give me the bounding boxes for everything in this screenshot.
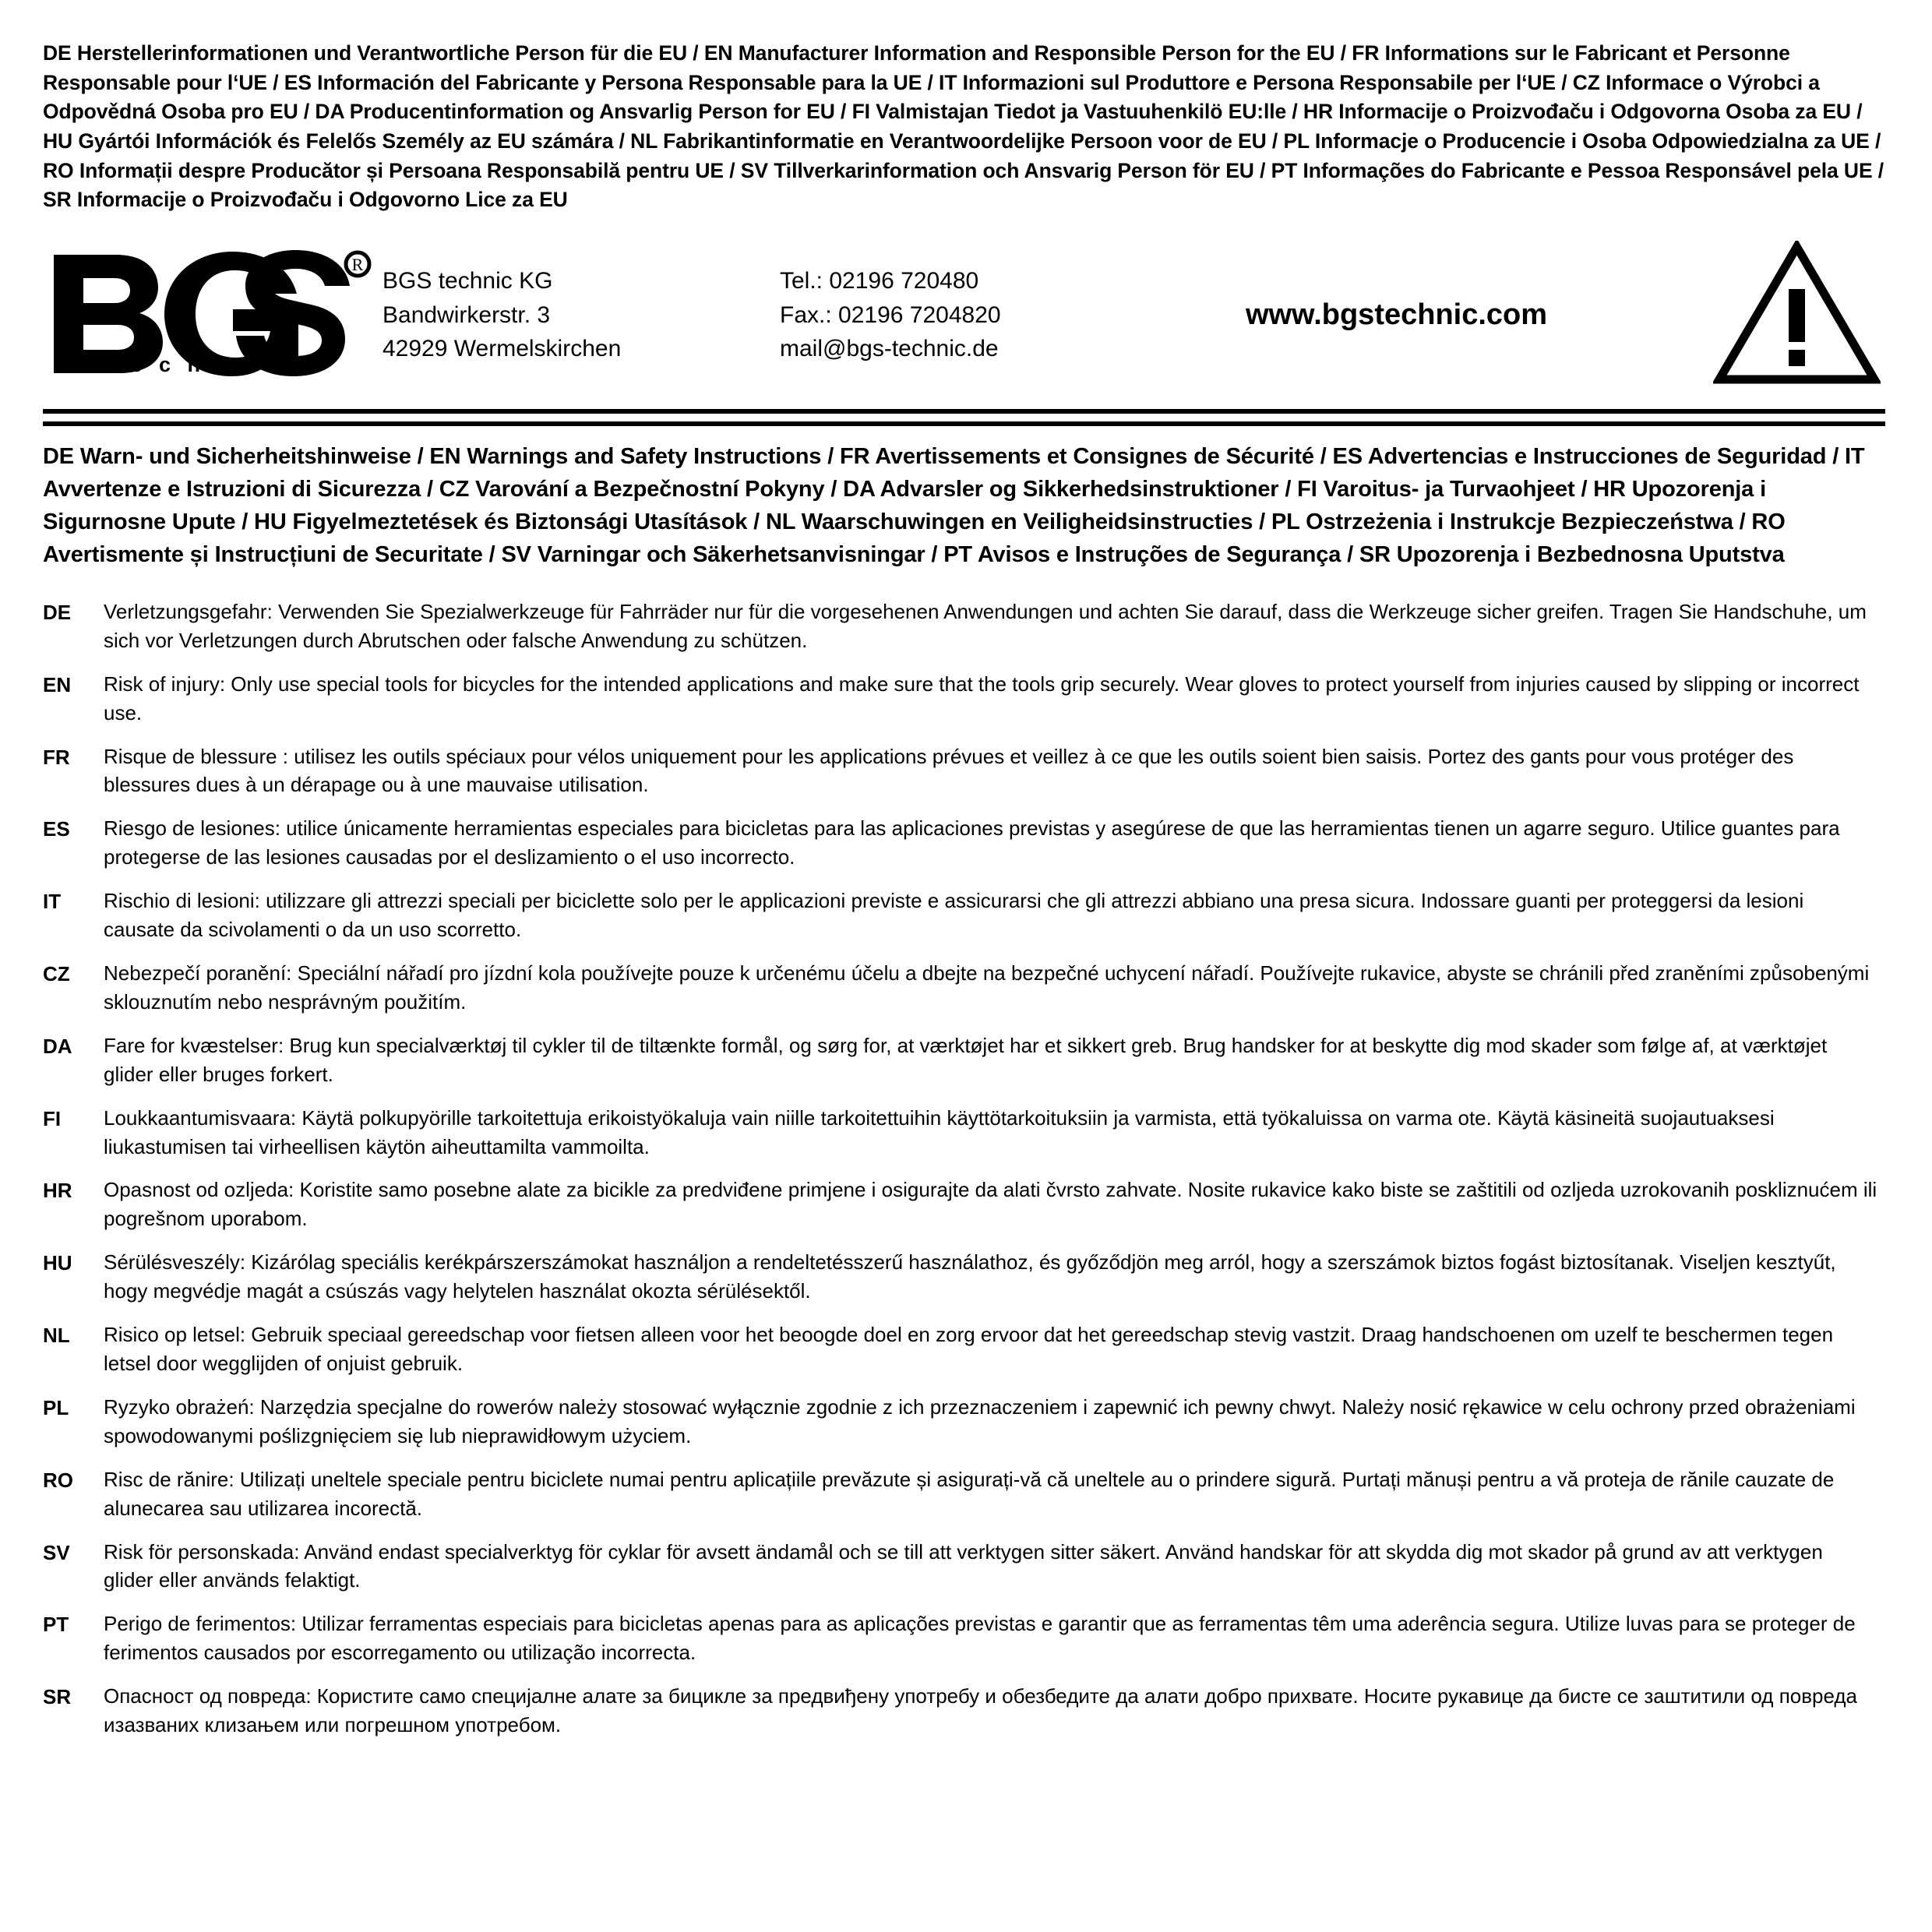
list-item xyxy=(43,959,1885,1017)
lang-text: Sérülésveszély: Kizárólag speciális kerékpárszerszámokat használjon a rendeltetésszerű használathoz, és győződjön meg arról, hogy a szerszámok biztos fogást biztosítanak. Viseljen kesztyűt, hogy megvédje magát a csúszás vagy helytelen használat okozta sérülésektől. xyxy=(104,1250,1836,1303)
list-item xyxy=(43,1176,1885,1233)
company-street: Bandwirkerstr. 3 xyxy=(383,301,551,328)
company-tel: Tel.: 02196 720480 xyxy=(780,268,979,294)
list-item xyxy=(43,1682,1885,1740)
lang-text: Verletzungsgefahr: Verwenden Sie Spezialwerkzeuge für Fahrräder nur für die vorgesehenen Anwendungen und achten Sie darauf, dass die Werkzeuge sicher greifen. Tragen Sie Handschuhe, um sich vor Verletzungen durch Abrutschen oder falsche Anwendung zu schützen. xyxy=(104,599,1867,652)
lang-text: Risque de blessure : utilisez les outils spéciaux pour vélos uniquement pour les applications prévues et veillez à ce que les outils soient bien saisis. Portez des gants pour vous protéger des blessures dues à un dérapage ou à une mauvaise utilisation. xyxy=(104,744,1794,797)
warning-triangle xyxy=(1701,241,1885,385)
lang-code: FR xyxy=(43,745,70,769)
list-item xyxy=(43,1538,1885,1595)
manufacturer-info-header: DE Herstellerinformationen und Verantwortliche Person für die EU / EN Manufacturer Information and Responsible Person for the EU / FR Informations sur le Fabricant et Personne Responsable pour l‘UE / ES Información del Fabricante y Persona Responsable para la UE / IT Informazioni sul Produttore e Persona Responsabile per l‘UE / CZ Informace o Výrobci a Odpovědná Osoba pro EU / DA Producentinformation og Ansvarlig Person for EU / FI Valmistajan Tiedot ja Vastuuhenkilö EU:lle / HR Informacije o Proizvođaču i Odgovorna Osoba za EU / HU Gyártói Információk és Felelős Személy az EU számára / NL Fabrikantinformatie en Verantwoordelijke Persoon voor de EU / PL Informacje o Producencie i Osoba Odpowiedzialna za UE / RO Informații despre Producător și Persoana Responsabilă pentru UE / SV Tillverkarinformation och Ansvarig Person för EU / PT Informações do Fabricante e Pessoa Responsável pela UE / SR Informacije o Proizvođaču i Odgovorno Lice za EU xyxy=(43,41,1884,212)
list-item xyxy=(43,814,1885,872)
company-band xyxy=(43,229,1885,414)
company-fax: Fax.: 02196 7204820 xyxy=(780,301,1001,328)
lang-text: Risk för personskada: Använd endast specialverktyg för cyklar för avsett ändamål och se till att verktygen sitter säkert. Använd handskar för att skydda dig mot skador på grund av att verktygen glider eller används felaktigt. xyxy=(104,1539,1823,1592)
svg-text:t e c h n i c: t e c h n i c xyxy=(107,352,287,376)
lang-code: DE xyxy=(43,600,72,624)
list-item xyxy=(43,742,1885,800)
lang-text: Fare for kvæstelser: Brug kun specialværktøj til cykler til de tiltænkte formål, og sørg for, at værktøjet har et sikkert greb. Brug handsker for at beskytte dig mod skader som følge af, at værktøjet glider eller bruges forkert. xyxy=(104,1033,1828,1086)
lang-text: Rischio di lesioni: utilizzare gli attrezzi speciali per biciclette solo per le applicazioni previste e assicurarsi che gli attrezzi abbiano una presa sicura. Indossare guanti per proteggersi da lesioni causate da scivolamenti o da un uso scorretto. xyxy=(104,889,1804,942)
lang-text: Risk of injury: Only use special tools for bicycles for the intended applications and make sure that the tools grip securely. Wear gloves to protect yourself from injuries caused by slipping or incorrect use. xyxy=(104,672,1860,724)
lang-text: Perigo de ferimentos: Utilizar ferramentas especiais para bicicletas apenas para as aplicações previstas e garantir que as ferramentas têm uma aderência segura. Utilize luvas para se proteger de ferimentos causados por escorregamento ou utilização incorrecta. xyxy=(104,1612,1856,1665)
lang-text: Opasnost od ozljeda: Koristite samo posebne alate za bicikle za predviđene primjene i osigurajte da alati čvrsto zahvate. Nosite rukavice kako biste se zaštitili od ozljeda uzrokovanih poskliznućem ili pogrešnom uporabom. xyxy=(104,1178,1877,1231)
list-item xyxy=(43,1104,1885,1162)
lang-text: Risico op letsel: Gebruik speciaal gereedschap voor fietsen alleen voor het beoogde doel en zorg ervoor dat het gereedschap stevig vastzit. Draag handschoenen om uzelf te beschermen tegen letsel door wegglijden of onjuist gebruik. xyxy=(104,1323,1834,1375)
list-item xyxy=(43,670,1885,728)
lang-code: EN xyxy=(43,672,72,696)
lang-text: Опасност од повреда: Користите само специјалне алате за бицикле за предвиђену употребу и обезбедите да алати добро прихвате. Носите рукавице да бисте се заштитили од повреда изазваних клизањем или погрешном употребом. xyxy=(104,1684,1858,1737)
list-item xyxy=(43,1609,1885,1667)
bgs-logo xyxy=(43,249,383,377)
lang-code: FI xyxy=(43,1106,62,1130)
lang-code: PT xyxy=(43,1613,69,1637)
lang-code: ES xyxy=(43,817,70,841)
safety-section-title: DE Warn- und Sicherheitshinweise / EN Warnings and Safety Instructions / FR Avertissements et Consignes de Sécurité / ES Advertencias e Instrucciones de Seguridad / IT Avvertenze e Istruzioni di Sicurezza / CZ Varování a Bezpečnostní Pokyny / DA Advarsler og Sikkerhedsinstruktioner / FI Varoitus- ja Turvaohjeet / HR Upozorenja i Sigurnosne Upute / HU Figyelmeztetések és Biztonsági Utasítások / NL Waarschuwingen en Veiligheidsinstructies / PL Ostrzeżenia i Instrukcje Bezpieczeństwa / RO Avertismente și Instrucțiuni de Securitate / SV Varningar och Säkerhetsanvisningar / PT Avisos e Instruções de Segurança / SR Upozorenja i Bezbednosna Uputstva xyxy=(43,421,1885,579)
warning-triangle-icon xyxy=(1713,241,1881,385)
lang-code: PL xyxy=(43,1395,69,1419)
lang-code: SV xyxy=(43,1540,70,1564)
list-item xyxy=(43,1393,1885,1451)
lang-text: Risc de rănire: Utilizați uneltele speciale pentru biciclete numai pentru aplicațiile prevăzute și asigurați-vă că uneltele au o prindere sigură. Purtați mănuși pentru a vă proteja de rănile cauzate de alunecarea sau utilizarea incorectă. xyxy=(104,1467,1835,1520)
company-email[interactable]: mail@bgs-technic.de xyxy=(780,336,999,361)
company-website[interactable]: www.bgstechnic.com xyxy=(1245,298,1548,331)
lang-code: HR xyxy=(43,1179,72,1203)
lang-code: IT xyxy=(43,890,62,914)
list-item xyxy=(43,1465,1885,1523)
lang-code: RO xyxy=(43,1468,73,1492)
lang-text: Nebezpečí poranění: Speciální nářadí pro jízdní kola používejte pouze k určenému účelu a dbejte na bezpečné uchycení nářadí. Používejte rukavice, abyste se chránili před zraněními způsobenými sklouznutím nebo nesprávným použitím. xyxy=(104,961,1870,1014)
list-item xyxy=(43,598,1885,655)
lang-code: NL xyxy=(43,1324,70,1348)
list-item xyxy=(43,1031,1885,1089)
lang-text: Riesgo de lesiones: utilice únicamente herramientas especiales para bicicletas para las aplicaciones previstas y asegúrese de que las herramientas tienen un agarre seguro. Utilice guantes para protegerse de las lesiones causadas por el deslizamiento o el uso incorrecto. xyxy=(104,816,1840,869)
lang-code: HU xyxy=(43,1251,72,1275)
list-item xyxy=(43,1320,1885,1378)
instructions-list xyxy=(43,598,1885,1740)
lang-code: SR xyxy=(43,1685,72,1709)
lang-text: Ryzyko obrażeń: Narzędzia specjalne do rowerów należy stosować wyłącznie zgodnie z ich przeznaczeniem i zapewnić ich pewny chwyt. Należy nosić rękawice w celu ochrony przed obrażeniami spowodowanymi poślizgnięciem się lub nieprawidłowym użyciem. xyxy=(104,1394,1856,1447)
list-item xyxy=(43,1248,1885,1306)
company-city: 42929 Wermelskirchen xyxy=(383,336,622,361)
company-name: BGS technic KG xyxy=(383,268,553,294)
lang-code: CZ xyxy=(43,962,70,985)
bgs-logo-icon xyxy=(48,249,375,377)
company-contact xyxy=(780,259,1123,366)
svg-text:R: R xyxy=(351,254,364,274)
company-address xyxy=(383,259,780,366)
lang-text: Loukkaantumisvaara: Käytä polkupyörille tarkoitettuja erikoistyökaluja vain niille tarkoitettuihin käyttötarkoituksiin ja varmista, että työkaluissa on varma ote. Käytä käsineitä suojautuaksesi liukastumisen tai virheellisen käytön aiheuttamilta vammoilta. xyxy=(104,1105,1775,1158)
lang-code: DA xyxy=(43,1034,72,1058)
list-item xyxy=(43,887,1885,944)
